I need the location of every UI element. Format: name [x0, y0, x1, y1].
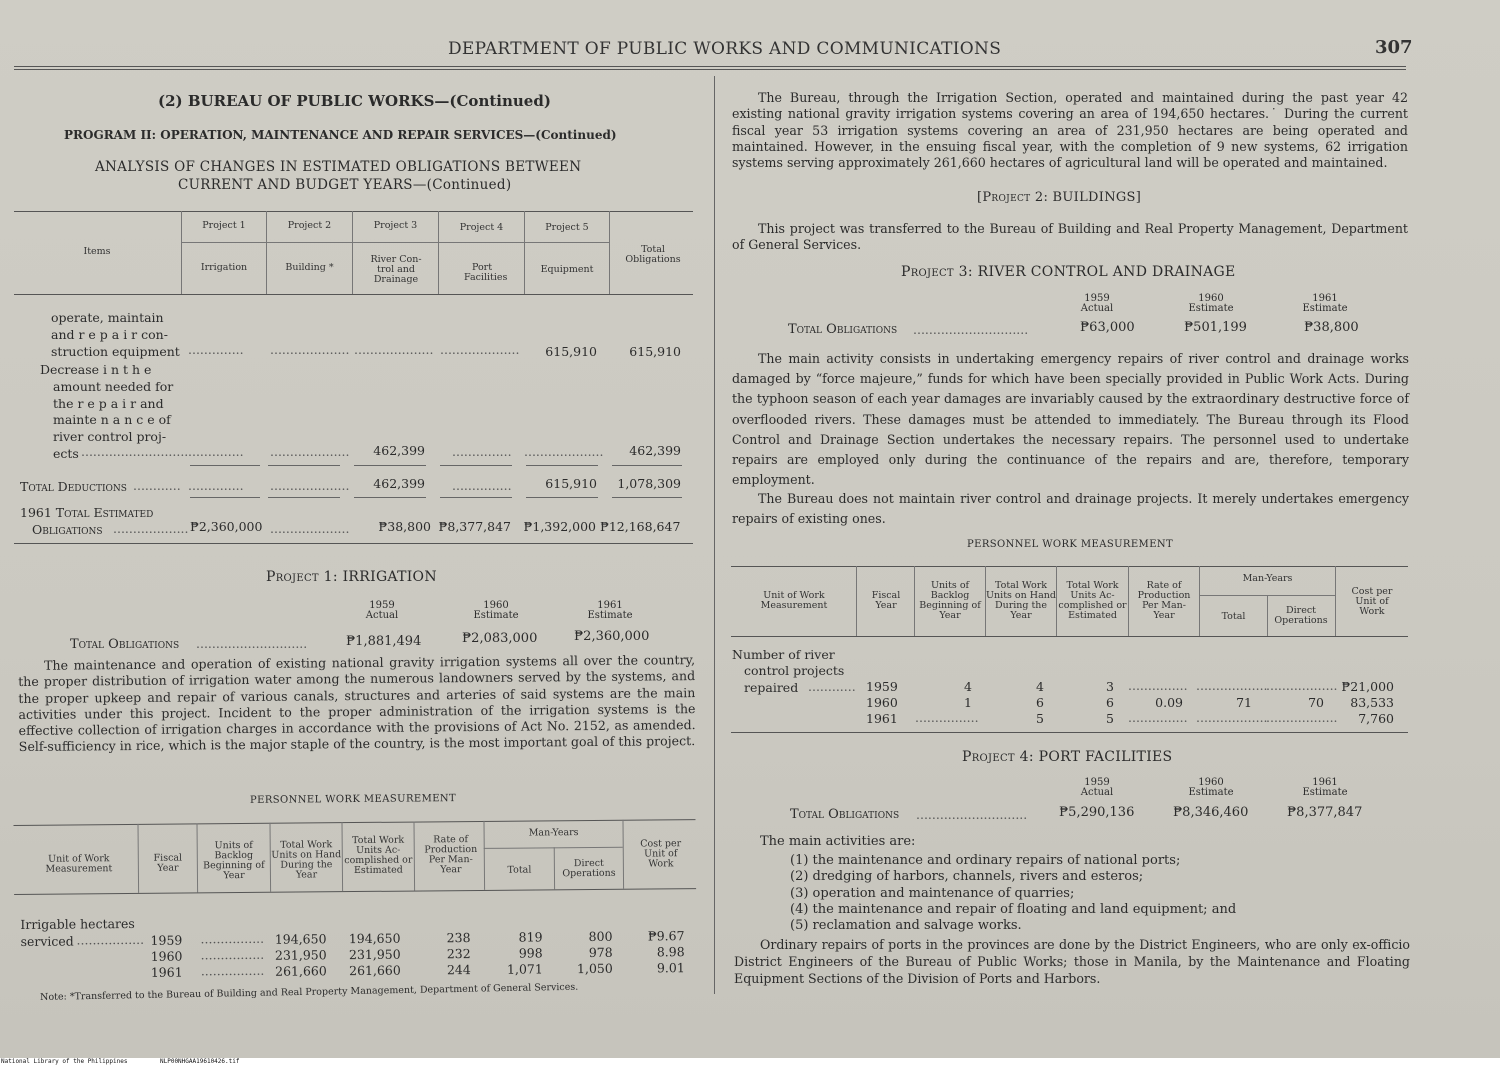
- table-rule: [731, 732, 1408, 733]
- row-label-line: struction equipment: [51, 344, 180, 359]
- col-header-port-facilities: Port Facilities: [464, 262, 508, 283]
- dot-leader: ................: [200, 946, 265, 963]
- scan-footer: [0, 1058, 1500, 1065]
- total-obligations-label: Total Obligations: [790, 807, 900, 822]
- col-header-man-years: Man-Years: [1242, 573, 1293, 584]
- cell-value: 8.98: [656, 944, 685, 960]
- obligation-value: ₱8,346,460: [1173, 805, 1249, 820]
- cell-value: ₱9.67: [647, 928, 685, 944]
- col-header-cost: Cost per Unit of Work: [640, 838, 682, 870]
- col-header-total: Total: [507, 864, 532, 876]
- year-type: Actual: [1080, 787, 1114, 798]
- list-item: (3) operation and maintenance of quarries;: [790, 886, 1075, 901]
- dot-leader: ................: [915, 710, 979, 725]
- dot-leader: ...............: [452, 478, 512, 493]
- col-header-total: Total: [1221, 611, 1246, 622]
- dot-leader: ..............: [188, 444, 244, 459]
- total-deductions-label: Total Deductions: [20, 479, 127, 494]
- cell-value: 998: [518, 945, 543, 961]
- bureau-heading: (2) BUREAU OF PUBLIC WORKS—(Continued): [158, 92, 551, 110]
- running-header: DEPARTMENT OF PUBLIC WORKS AND COMMUNICATIONS: [448, 39, 1002, 59]
- col-header-fiscal-year: Fiscal Year: [871, 590, 901, 611]
- dot-leader: ..............: [188, 342, 244, 357]
- table-col-line: [622, 820, 624, 889]
- cell-value: ₱21,000: [1341, 679, 1394, 694]
- row-label-line: the r e p a i r and: [53, 396, 164, 411]
- cell-value: 978: [588, 944, 613, 961]
- year-type: Estimate: [587, 610, 633, 621]
- dot-leader: ...........................: [81, 444, 189, 459]
- total-obligations-label: Total Obligations: [70, 637, 180, 652]
- col-header-project4: Project 4: [459, 222, 504, 233]
- cell-value: 1,050: [576, 960, 613, 977]
- list-item: (4) the maintenance and repair of floating and land equipment; and: [790, 902, 1237, 917]
- table-rule: [731, 566, 1408, 567]
- year-label: 1959: [369, 600, 395, 611]
- dot-leader: ....................: [524, 444, 604, 459]
- cell-value: 462,399: [629, 443, 681, 458]
- cell-value: 194,650: [348, 930, 401, 947]
- col-header-accomplished: Total Work Units Ac- complished or Estimated: [1058, 580, 1127, 621]
- total-obligations-label: Total Obligations: [788, 322, 898, 337]
- col-header-direct: Direct Operations: [1274, 605, 1328, 626]
- dot-leader: ....................: [270, 444, 350, 459]
- dot-leader: ..................: [1196, 710, 1268, 725]
- row-label-line: and r e p a i r con-: [51, 327, 168, 342]
- cell-value: 238: [446, 930, 471, 946]
- col-header-project5: Project 5: [545, 222, 589, 233]
- year-label: 1961: [597, 600, 623, 611]
- dot-leader: ..............: [188, 478, 244, 493]
- col-header-unit: Unit of Work Measurement: [45, 853, 113, 875]
- row-label-line: ects: [53, 446, 79, 461]
- table-col-line: [138, 824, 140, 893]
- activities-intro: The main activities are:: [760, 834, 916, 849]
- cell-value: ₱2,360,000: [190, 519, 263, 534]
- cell-value: 4: [1036, 679, 1044, 694]
- year-label: 1960: [483, 600, 509, 611]
- row-label-line: control projects: [744, 663, 845, 678]
- col-header-irrigation: Irrigation: [200, 262, 248, 273]
- cell-value: 5: [1106, 711, 1114, 726]
- file-id: NLP00NHGAA19610426.tif: [160, 1058, 240, 1065]
- project1-paragraph: The maintenance and operation of existing national gravity irrigation systems all over the country, the proper distribution of irrigation water among the numerous landowners served by the systems, and the proper upkeep and repair of various canals, structures and arteries of said systems are the main activities under this project. Incident to the proper administration of the irrigation systems is the effective collection of irrigation charges in accordance with the provisions of Act No. 2152, as amended. Self-sufficiency in rice, which is the major staple of the country, is the most important goal of this project.: [18, 652, 696, 755]
- fiscal-year: 1961: [150, 964, 183, 980]
- cell-value: 1: [964, 695, 972, 710]
- cell-value: ₱1,392,000: [523, 519, 596, 534]
- col-header-river-control: River Con- trol and Drainage: [370, 254, 422, 285]
- cell-value: 232: [446, 946, 471, 962]
- year-label: 1959: [1084, 777, 1110, 788]
- project2-paragraph: This project was transferred to the Bureau of Building and Real Property Management, Department of General Services.: [732, 221, 1408, 253]
- cell-value: 462,399: [373, 443, 425, 458]
- col-header-cost: Cost per Unit of Work: [1351, 586, 1393, 617]
- col-header-project3: Project 3: [373, 220, 418, 231]
- dot-leader: ............: [133, 478, 181, 493]
- analysis-heading-line2: CURRENT AND BUDGET YEARS—(Continued): [178, 177, 512, 193]
- dot-leader: ....................: [354, 342, 434, 357]
- dot-leader: ............: [808, 679, 856, 694]
- row-label-line: serviced: [20, 933, 74, 949]
- col-header-backlog: Units of Backlog Beginning of Year: [919, 580, 981, 621]
- program-heading: PROGRAM II: OPERATION, MAINTENANCE AND REPAIR SERVICES—(Continued): [64, 128, 617, 142]
- analysis-heading-line1: ANALYSIS OF CHANGES IN ESTIMATED OBLIGATIONS BETWEEN: [95, 159, 582, 175]
- col-header-rate: Rate of Production Per Man- Year: [1137, 580, 1191, 621]
- year-type: Estimate: [1302, 787, 1348, 798]
- fiscal-year: 1959: [866, 679, 898, 694]
- col-header-accomplished: Total Work Units Ac- complished or Estimated: [344, 834, 413, 877]
- col-header-total-work: Total Work Units on Hand During the Year: [271, 839, 342, 881]
- col-header-building: Building *: [285, 262, 334, 273]
- col-header-unit: Unit of Work Measurement: [760, 590, 828, 611]
- table-col-line: [554, 847, 555, 889]
- cell-value: 819: [518, 929, 543, 945]
- cell-value: 244: [446, 962, 471, 978]
- dot-leader: ...................: [113, 521, 189, 536]
- row-label-line: operate, maintain: [51, 310, 164, 325]
- col-header-fiscal-year: Fiscal Year: [153, 852, 183, 874]
- dot-leader: ..................: [1266, 710, 1338, 725]
- dot-leader: ...............: [1128, 678, 1188, 693]
- cell-value: 261,660: [275, 963, 327, 979]
- table-col-line: [197, 823, 199, 892]
- cell-value: 261,660: [349, 962, 401, 979]
- cell-value: 615,910: [545, 476, 597, 491]
- col-header-backlog: Units of Backlog Beginning of Year: [203, 839, 265, 882]
- page-number: 307: [1375, 37, 1413, 58]
- table-rule: [731, 636, 1408, 637]
- cell-value: 615,910: [545, 344, 597, 359]
- obligation-value: ₱8,377,847: [1287, 805, 1363, 820]
- col-header-equipment: Equipment: [540, 264, 594, 275]
- table-col-line: [856, 566, 857, 636]
- project3-paragraph-2: The Bureau does not maintain river control and drainage projects. It merely undertakes emergency repairs of existing ones.: [732, 491, 1409, 527]
- dot-leader: ....................: [270, 342, 350, 357]
- dot-leader: ...............: [452, 444, 512, 459]
- fiscal-year: 1960: [866, 695, 898, 710]
- footnote: Note: *Transferred to the Bureau of Building and Real Property Management, Department of General Services.: [40, 981, 579, 1003]
- estimated-obligations-label-1: 1961 Total Estimated: [20, 505, 154, 520]
- year-type: Estimate: [1188, 787, 1234, 798]
- cell-value: ₱8,377,847: [438, 519, 511, 534]
- dot-leader: ................: [200, 962, 265, 979]
- project2-title: [Project 2: BUILDINGS]: [977, 190, 1142, 205]
- cell-value: 800: [588, 928, 613, 945]
- obligation-value: ₱2,083,000: [462, 631, 538, 646]
- project3-title: Project 3: RIVER CONTROL AND DRAINAGE: [901, 264, 1236, 280]
- cell-value: 1,071: [506, 961, 543, 977]
- fiscal-year: 1960: [150, 948, 183, 964]
- col-header-rate: Rate of Production Per Man- Year: [424, 834, 478, 876]
- dot-leader: ............................: [916, 807, 1028, 822]
- project4-title: Project 4: PORT FACILITIES: [962, 749, 1173, 765]
- cell-value: 1,078,309: [617, 476, 681, 491]
- cell-value: 9.01: [656, 960, 685, 976]
- dot-leader: .............................: [913, 322, 1029, 337]
- dot-leader: ..................: [1266, 678, 1338, 693]
- cell-value: 5: [1036, 711, 1044, 726]
- year-label: 1961: [1312, 293, 1338, 304]
- cell-value: 83,533: [1350, 695, 1394, 710]
- dot-leader: ..................: [1196, 678, 1268, 693]
- year-type: Actual: [365, 610, 399, 621]
- obligation-value: ₱5,290,136: [1059, 805, 1135, 820]
- dot-leader: ....................: [270, 478, 350, 493]
- row-label-line: Irrigable hectares: [20, 915, 135, 932]
- year-label: 1961: [1312, 777, 1338, 788]
- row-label-line: Number of river: [732, 647, 835, 662]
- intro-paragraph: The Bureau, through the Irrigation Section, operated and maintained during the past year 42 existing national gravity irrigation systems covering an area of 194,650 hectares.˙ During the current fiscal year 53 irrigation systems covering an area of 231,950 hectares are being operated and maintained. However, in the ensuing fiscal year, with the completion of 9 new systems, 62 irrigation systems serving approximately 261,660 hectares of agricultural land will be operated and maintained.: [732, 90, 1408, 171]
- fiscal-year: 1961: [866, 711, 898, 726]
- cell-value: 4: [964, 679, 972, 694]
- year-label: 1959: [1084, 293, 1110, 304]
- cell-value: 6: [1036, 695, 1044, 710]
- obligation-value: ₱63,000: [1080, 320, 1135, 335]
- library-credit: National Library of the Philippines: [1, 1058, 128, 1065]
- table-col-line: [1128, 566, 1129, 636]
- col-header-total: Total Obligations: [625, 244, 681, 265]
- list-item: (5) reclamation and salvage works.: [790, 918, 1022, 933]
- dot-leader: ................: [200, 930, 265, 947]
- col-header-man-years: Man-Years: [528, 827, 579, 839]
- cell-value: 231,950: [274, 947, 327, 963]
- dot-leader: .................: [76, 931, 145, 948]
- col-header-project1: Project 1: [202, 220, 246, 231]
- cell-value: 6: [1106, 695, 1114, 710]
- list-item: (2) dredging of harbors, channels, rivers and esteros;: [790, 869, 1144, 884]
- cell-value: 7,760: [1358, 711, 1394, 726]
- pwm2-title: PERSONNEL WORK MEASUREMENT: [967, 539, 1174, 550]
- row-label-line: river control proj-: [53, 429, 167, 444]
- pwm1-title: PERSONNEL WORK MEASUREMENT: [249, 793, 457, 806]
- dot-leader: ....................: [270, 521, 350, 536]
- fiscal-year: 1959: [150, 932, 183, 948]
- cell-value: ₱12,168,647: [600, 519, 681, 534]
- row-label-line: amount needed for: [53, 379, 174, 394]
- estimated-obligations-label-2: Obligations: [32, 522, 103, 537]
- project4-closing-paragraph: Ordinary repairs of ports in the provinces are done by the District Engineers, who are only ex-officio District Engineers of the Bureau of Public Works; those in Manila, by the Maintenance and Floating Equipment Sections of the Division of Ports and Harbors.: [734, 937, 1410, 986]
- obligation-value: ₱1,881,494: [346, 634, 422, 649]
- cell-value: 70: [1308, 695, 1324, 710]
- col-header-items: Items: [83, 246, 111, 257]
- obligation-value: ₱38,800: [1304, 320, 1359, 335]
- cell-value: ₱38,800: [378, 519, 431, 534]
- cell-value: 3: [1106, 679, 1114, 694]
- cell-value: 462,399: [373, 476, 425, 491]
- table-col-line: [1335, 566, 1336, 636]
- table-col-line: [914, 566, 915, 636]
- year-type: Actual: [1080, 303, 1114, 314]
- table-rule: [14, 888, 696, 895]
- table-rule: [14, 819, 696, 826]
- obligation-value: ₱501,199: [1184, 320, 1247, 335]
- year-type: Estimate: [1188, 303, 1234, 314]
- dot-leader: ...............: [1128, 710, 1188, 725]
- dot-leader: ............................: [196, 636, 308, 651]
- table-col-line: [1267, 595, 1268, 636]
- col-header-direct: Direct Operations: [562, 857, 616, 880]
- row-label-line: mainte n a n c e of: [53, 412, 171, 427]
- cell-value: 615,910: [629, 344, 681, 359]
- list-item: (1) the maintenance and ordinary repairs of national ports;: [790, 853, 1181, 868]
- cell-value: 194,650: [274, 931, 327, 947]
- year-label: 1960: [1198, 293, 1224, 304]
- dot-leader: ....................: [440, 342, 520, 357]
- cell-value: 231,950: [348, 946, 401, 963]
- col-header-project2: Project 2: [287, 220, 332, 231]
- col-header-total-work: Total Work Units on Hand During the Year: [986, 580, 1056, 621]
- project3-paragraph-1: The main activity consists in undertaking emergency repairs of river control and drainage works damaged by “force majeure,” funds for which have been specially provided in Public Work Acts. During the typhoon season of each year damages are invariably caused by the extraordinary destructive force of overflooded rivers. These damages must be attended to immediately. The Bureau through its Flood Control and Drainage Section undertakes the necessary repairs. The personnel used to undertake repairs are employed only during the continuance of the repairs and are, therefore, temporary employment.: [732, 351, 1409, 488]
- obligation-value: ₱2,360,000: [574, 629, 650, 644]
- project1-title: Project 1: IRRIGATION: [266, 569, 437, 585]
- row-label-line: Decrease i n t h e: [40, 362, 152, 377]
- row-label-line: repaired: [744, 680, 799, 695]
- year-type: Estimate: [1302, 303, 1348, 314]
- year-type: Estimate: [473, 610, 519, 621]
- cell-value: 71: [1236, 695, 1252, 710]
- year-label: 1960: [1198, 777, 1224, 788]
- cell-value: 0.09: [1155, 695, 1183, 710]
